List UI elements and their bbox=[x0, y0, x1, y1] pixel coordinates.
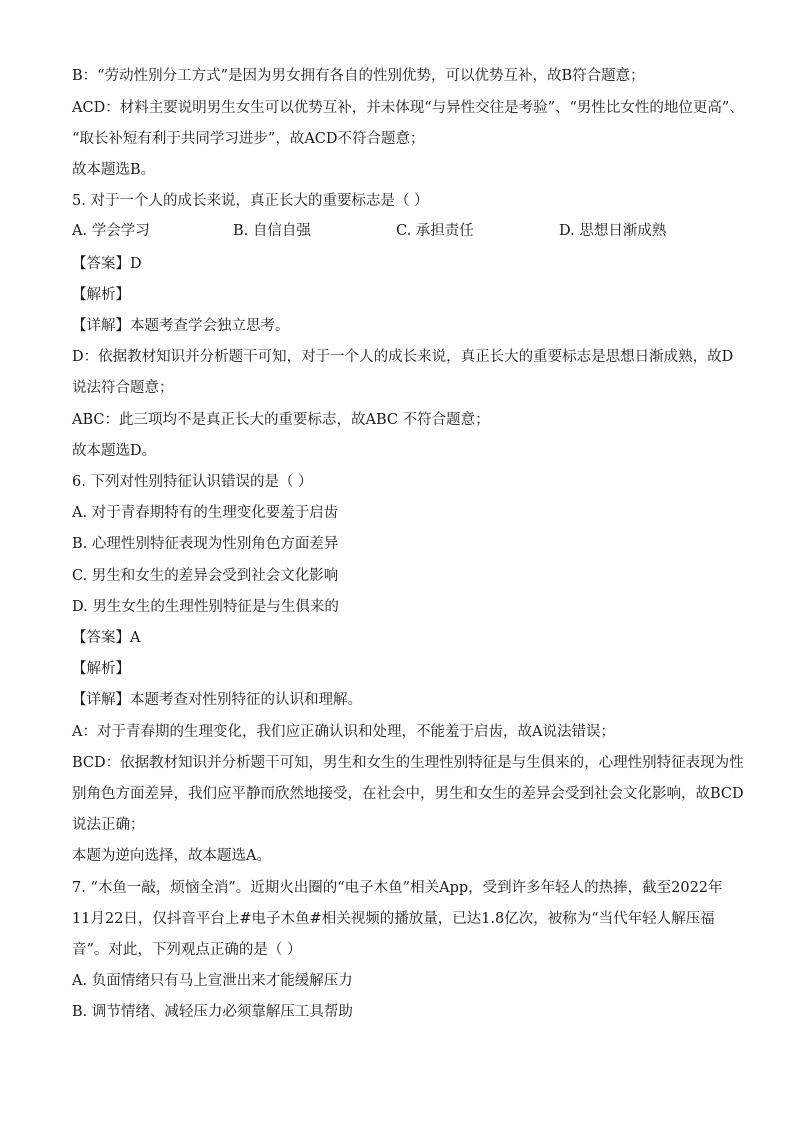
q5-conclusion: 故本题选D。 bbox=[72, 443, 157, 459]
q7-stem-line2: 11月22日，仅抖音平台上#电子木鱼#相关视频的播放量，已达1.8亿次，被称为“当代年轻人解压福 bbox=[72, 911, 715, 927]
q6-analysis-bcd-line2: 别角色方面差异，我们应平静而欣然地接受，在社会中，男生和女生的差异会受到社会文化影响，故BCD bbox=[72, 786, 744, 802]
q5-options bbox=[72, 221, 722, 243]
q7-stem-line1: 7. “木鱼一敲，烦恼全消”。近期火出圈的“电子木鱼”相关App，受到许多年轻人的热捧，截至2022年 bbox=[72, 880, 723, 896]
q4-conclusion: 故本题选B。 bbox=[72, 162, 156, 178]
q7-option-b: B. 调节情绪、减轻压力必须靠解压工具帮助 bbox=[72, 1004, 353, 1020]
q5-option-d: D. 思想日渐成熟 bbox=[559, 223, 667, 239]
q6-stem: 6. 下列对性别特征认识错误的是（ ） bbox=[72, 474, 313, 490]
q5-analysis-label: 【解析】 bbox=[72, 287, 130, 303]
q6-analysis-bcd-line3: 说法正确； bbox=[72, 817, 145, 833]
q6-answer: 【答案】A bbox=[72, 630, 141, 646]
q6-option-d: D. 男生女生的生理性别特征是与生俱来的 bbox=[72, 599, 339, 615]
q5-stem: 5. 对于一个人的成长来说，真正长大的重要标志是（ ） bbox=[72, 193, 429, 209]
q5-option-c: C. 承担责任 bbox=[396, 223, 474, 239]
q6-analysis-a: A：对于青春期的生理变化，我们应正确认识和处理，不能羞于启齿，故A说法错误； bbox=[72, 724, 615, 740]
q5-analysis-d-line2: 说法符合题意； bbox=[72, 380, 174, 396]
q6-analysis-label: 【解析】 bbox=[72, 661, 130, 677]
q5-answer: 【答案】D bbox=[72, 256, 142, 272]
q6-analysis-bcd-line1: BCD：依据教材知识并分析题干可知，男生和女生的生理性别特征是与生俱来的，心理性别特征表现为性 bbox=[72, 755, 744, 771]
q4-analysis-acd-line2: “取长补短有利于共同学习进步”，故ACD不符合题意； bbox=[72, 131, 425, 147]
q5-detail: 【详解】本题考查学会独立思考。 bbox=[72, 318, 290, 334]
q6-option-b: B. 心理性别特征表现为性别角色方面差异 bbox=[72, 536, 339, 552]
q7-stem-line3: 音”。对此，下列观点正确的是（ ） bbox=[72, 942, 302, 958]
q6-conclusion: 本题为逆向选择，故本题选A。 bbox=[72, 848, 271, 864]
q6-option-c: C. 男生和女生的差异会受到社会文化影响 bbox=[72, 568, 339, 584]
q4-analysis-b: B：“劳动性别分工方式”是因为男女拥有各自的性别优势，可以优势互补，故B符合题意； bbox=[72, 68, 645, 84]
q6-detail: 【详解】本题考查对性别特征的认识和理解。 bbox=[72, 692, 362, 708]
q5-option-a: A. 学会学习 bbox=[72, 223, 150, 239]
q5-analysis-abc: ABC：此三项均不是真正长大的重要标志，故ABC 不符合题意； bbox=[72, 412, 490, 428]
q5-option-b: B. 自信自强 bbox=[233, 223, 311, 239]
q5-analysis-d-line1: D：依据教材知识并分析题干可知，对于一个人的成长来说，真正长大的重要标志是思想日渐成熟，故D bbox=[72, 349, 734, 365]
q4-analysis-acd-line1: ACD：材料主要说明男生女生可以优势互补，并未体现“与异性交往是考验”、“男性比女性的地位更高”、 bbox=[72, 100, 744, 116]
q6-option-a: A. 对于青春期特有的生理变化要羞于启齿 bbox=[72, 505, 339, 521]
q7-option-a: A. 负面情绪只有马上宣泄出来才能缓解压力 bbox=[72, 973, 353, 989]
